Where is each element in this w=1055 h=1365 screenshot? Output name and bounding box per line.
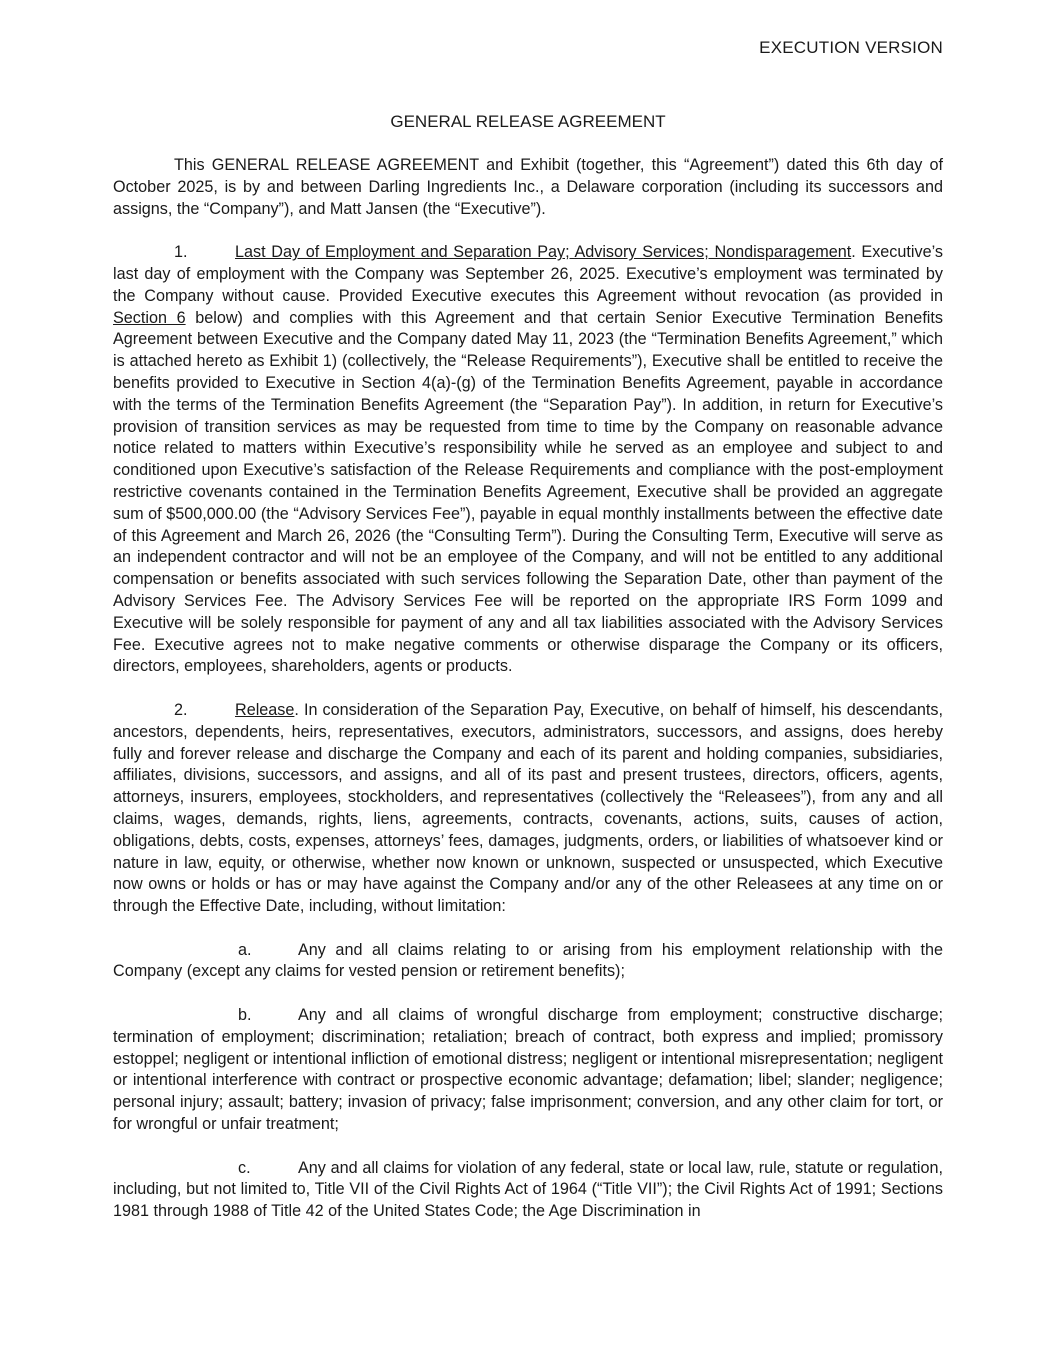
item-b-label: b. (238, 1006, 252, 1025)
document-page (113, 0, 943, 1365)
section-1-heading: Last Day of Employment and Separation Pay; Advisory Services; Nondisparagement (235, 243, 852, 262)
item-b-text: Any and all claims of wrongful discharge from employment; constructive discharge; termination of employment; discrimination; retaliation; breach of contract, both express and implied; promissory estoppel; negligent or intentional infliction of emotional distress; negligent or intentional misrepresentation; negligent or intentional interference with contract or prospective economic advantage; defamation; libel; slander; negligence; personal injury; assault; battery; invasion of privacy; false imprisonment; conversion, and any other claim for tort, or for wrongful or unfair treatment; (113, 1006, 943, 1134)
section-2-text: . In consideration of the Separation Pay, Executive, on behalf of himself, his descendants, ancestors, dependents, heirs, representatives, executors, administrators, successors, and assigns, does hereby fully and forever release and discharge the Company and each of its parent and holding companies, subsidiaries, affiliates, divisions, successors, and assigns, and all of its past and present trustees, directors, officers, agents, attorneys, insurers, employees, stockholders, and representatives (collectively the “Releasees”), from any and all claims, wages, demands, rights, liens, agreements, contracts, covenants, actions, suits, causes of action, obligations, debts, costs, expenses, attorneys’ fees, damages, judgments, orders, or liabilities of whatsoever kind or nature in law, equity, or otherwise, whether now known or unknown, suspected or unsuspected, which Executive now owns or holds or has or may have against the Company and/or any of the other Releasees at any time on or through the Effective Date, including, without limitation: (113, 700, 943, 916)
item-c-text: Any and all claims for violation of any federal, state or local law, rule, statute or regulation, including, but not limited to, Title VII of the Civil Rights Act of 1964 (“Title VII”); the Civil Rights Act of 1991; Sections 1981 through 1988 of Title 42 of the United States Code; the Age Discrimination in (113, 1158, 943, 1221)
item-a-label: a. (238, 940, 252, 959)
section-2-paragraph (113, 700, 943, 918)
intro-paragraph: This GENERAL RELEASE AGREEMENT and Exhibit (together, this “Agreement”) dated this 6th day of October 2025, is by and between Darling Ingredients Inc., a Delaware corporation (including its successors and assigns, the “Company”), and Matt Jansen (the “Executive”). (113, 156, 943, 218)
section-2-number: 2. (174, 700, 188, 719)
document-title: GENERAL RELEASE AGREEMENT (390, 112, 666, 131)
release-item-c (113, 1158, 943, 1223)
release-item-a (113, 940, 943, 984)
item-a-text: Any and all claims relating to or arising from his employment relationship with the Company (except any claims for vested pension or retirement benefits); (113, 940, 943, 981)
section-1-number: 1. (174, 243, 188, 262)
section-1-text-a: . Executive’s last day of employment with the Company was September 26, 2025. Executive’s employment was terminated by the Company without cause. Provided Executive executes this Agreement without revocation (as provided in (113, 243, 943, 305)
execution-version-label: EXECUTION VERSION (759, 38, 943, 57)
document-body (113, 155, 943, 1245)
section-1-text-b: below) and complies with this Agreement and that certain Senior Executive Termination Benefits Agreement between Executive and the Company dated May 11, 2023 (the “Termination Benefits Agreement,” which is attached hereto as Exhibit 1) (collectively, the “Release Requirements”), Executive shall be entitled to receive the benefits provided to Executive in Section 4(a)-(g) of the Termination Benefits Agreement, payable in accordance with the terms of the Termination Benefits Agreement (the “Separation Pay”). In addition, in return for Executive’s provision of transition services as may be requested from time to time by the Company on reasonable advance notice related to matters within Executive’s responsibility while he served as an employee and subject to and conditioned upon Executive’s satisfaction of the Release Requirements and compliance with the post-employment restrictive covenants contained in the Termination Benefits Agreement, Executive shall be provided an aggregate sum of $500,000.00 (the “Advisory Services Fee”), payable in equal monthly installments between the effective date of this Agreement and March 26, 2026 (the “Consulting Term”). During the Consulting Term, Executive will serve as an independent contractor and will not be an employee of the Company, and will not be entitled to any additional compensation or benefits associated with such services following the Separation Date, other than payment of the Advisory Services Fee. The Advisory Services Fee will be reported on the appropriate IRS Form 1099 and Executive will be solely responsible for payment of any and all tax liabilities associated with the Advisory Services Fee. Executive agrees not to make negative comments or otherwise disparage the Company or its officers, directors, employees, shareholders, agents or products. (113, 308, 943, 676)
item-c-label: c. (238, 1158, 251, 1177)
section-1-paragraph (113, 242, 943, 678)
section-6-reference: Section 6 (113, 308, 186, 327)
section-2-heading: Release (235, 700, 295, 719)
release-item-b (113, 1005, 943, 1136)
